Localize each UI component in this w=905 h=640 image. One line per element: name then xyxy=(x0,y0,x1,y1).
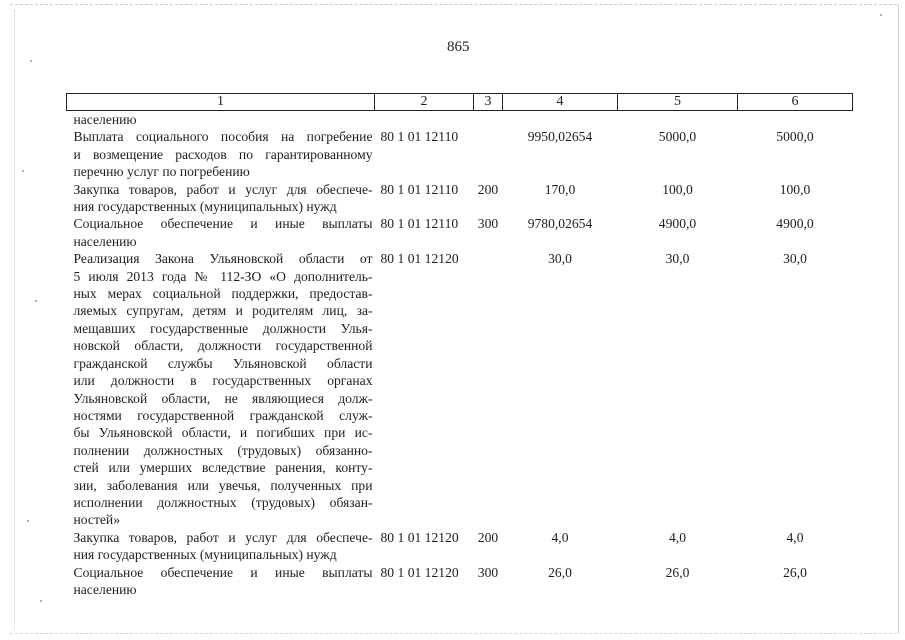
amount-col-6: 5000,0 xyxy=(776,129,814,145)
amount-col-5: 5000,0 xyxy=(658,129,697,145)
expense-type-code: 200 xyxy=(477,529,499,545)
budget-table xyxy=(66,93,853,598)
item-name-line: перечню услуг по погребению xyxy=(73,164,250,180)
scan-speck xyxy=(880,14,882,16)
target-article-code: 80 1 01 12120 xyxy=(380,529,459,545)
item-name-line: стей или умерших вследствие ранения, конту- xyxy=(73,460,373,476)
expense-type-code: 300 xyxy=(477,564,499,580)
item-name-line: бы Ульяновской области, и погибших при ис- xyxy=(73,425,373,441)
amount-col-6: 100,0 xyxy=(779,181,811,197)
item-name-line: 5 июля 2013 года № 112-ЗО «О дополнитель- xyxy=(73,268,373,284)
table-row xyxy=(67,250,853,529)
table-row xyxy=(67,111,853,129)
table-row xyxy=(67,529,853,564)
expense-type-code xyxy=(474,250,503,529)
target-article-code xyxy=(375,111,474,129)
column-header-6: 6 xyxy=(738,94,853,111)
item-name xyxy=(67,215,375,250)
amount-col-5 xyxy=(618,111,738,129)
table-row xyxy=(67,564,853,599)
item-name xyxy=(67,529,375,564)
scan-speck xyxy=(35,300,37,302)
column-header-3: 3 xyxy=(474,94,503,111)
item-name-line: ния государственных (муниципальных) нужд xyxy=(73,199,337,215)
item-name-line: Социальное обеспечение и иные выплаты xyxy=(73,564,373,580)
item-name-line: ностями государственной гражданской служ- xyxy=(73,407,373,423)
target-article-code: 80 1 01 12110 xyxy=(380,181,459,197)
amount-col-6: 4900,0 xyxy=(776,216,814,232)
item-name xyxy=(67,181,375,216)
item-name-line: ностей» xyxy=(73,512,120,528)
target-article-code: 80 1 01 12120 xyxy=(380,251,459,267)
target-article-code: 80 1 01 12110 xyxy=(380,129,459,145)
scan-speck xyxy=(27,520,29,522)
table-body xyxy=(67,111,853,599)
item-name xyxy=(67,564,375,599)
item-name-line: зии, заболевания или увечья, полученных при xyxy=(73,477,373,493)
item-name-line: Реализация Закона Ульяновской области от xyxy=(73,251,373,267)
item-name xyxy=(67,250,375,529)
column-header-4: 4 xyxy=(503,94,618,111)
amount-col-6: 26,0 xyxy=(783,564,807,580)
scan-edge-bottom xyxy=(10,633,897,634)
table-header-row xyxy=(67,94,853,111)
item-name-line: и возмещение расходов по гарантированному xyxy=(73,146,373,162)
item-name xyxy=(67,128,375,180)
table-row xyxy=(67,215,853,250)
item-name-line: новской области, должности государственной xyxy=(73,338,373,354)
target-article-code: 80 1 01 12110 xyxy=(380,216,459,232)
item-name-line: Выплата социального пособия на погребение xyxy=(73,129,373,145)
column-header-1: 1 xyxy=(67,94,375,111)
amount-col-5: 26,0 xyxy=(665,564,690,580)
scan-edge-left xyxy=(14,10,15,630)
column-header-2: 2 xyxy=(375,94,474,111)
item-name-line: населению xyxy=(73,233,137,249)
scan-speck xyxy=(22,170,24,172)
item-name xyxy=(67,111,375,129)
item-name-line: населению xyxy=(73,112,137,127)
amount-col-5: 4900,0 xyxy=(658,216,697,232)
table-row xyxy=(67,181,853,216)
amount-col-4: 26,0 xyxy=(548,564,572,580)
item-name-line: Ульяновской области, не являющиеся долж- xyxy=(73,390,373,406)
item-name-line: Социальное обеспечение и иные выплаты xyxy=(73,216,373,232)
amount-col-4: 170,0 xyxy=(544,181,576,197)
item-name-line: ных мерах социальной поддержки, предостав- xyxy=(73,286,373,302)
amount-col-6: 30,0 xyxy=(783,251,807,267)
amount-col-4: 30,0 xyxy=(548,251,572,267)
target-article-code: 80 1 01 12120 xyxy=(380,564,459,580)
column-header-5: 5 xyxy=(618,94,738,111)
item-name-line: Закупка товаров, работ и услуг для обеспече- xyxy=(73,181,373,197)
item-name-line: или должности в государственных органах xyxy=(73,373,373,389)
amount-col-4 xyxy=(503,111,618,129)
item-name-line: Закупка товаров, работ и услуг для обеспече- xyxy=(73,529,373,545)
scan-speck xyxy=(40,600,42,602)
item-name-line: мещавших государственные должности Улья- xyxy=(73,320,373,336)
expense-type-code xyxy=(474,128,503,180)
item-name-line: гражданской службы Ульяновской области xyxy=(73,355,373,371)
item-name-line: ляемых супругам, детям и родителям лиц, за- xyxy=(73,303,373,319)
expense-type-code xyxy=(474,111,503,129)
expense-type-code: 300 xyxy=(477,216,499,232)
amount-col-4: 9780,02654 xyxy=(527,216,593,232)
amount-col-6: 4,0 xyxy=(786,529,804,545)
table-row xyxy=(67,128,853,180)
item-name-line: ния государственных (муниципальных) нужд xyxy=(73,547,337,563)
amount-col-4: 4,0 xyxy=(551,529,569,545)
item-name-line: полнении должностных (трудовых) обязанно- xyxy=(73,442,373,458)
amount-col-6 xyxy=(738,111,853,129)
item-name-line: населению xyxy=(73,581,137,597)
expense-type-code: 200 xyxy=(477,181,499,197)
amount-col-5: 100,0 xyxy=(662,181,693,197)
amount-col-5: 4,0 xyxy=(669,529,686,545)
amount-col-4: 9950,02654 xyxy=(527,129,593,145)
amount-col-5: 30,0 xyxy=(665,251,690,267)
scan-edge-right xyxy=(898,4,899,634)
page-number: 865 xyxy=(447,39,470,55)
item-name-line: исполнении должностных (трудовых) обязан- xyxy=(73,494,373,510)
scan-edge-top xyxy=(10,4,897,5)
scan-speck xyxy=(30,60,32,62)
